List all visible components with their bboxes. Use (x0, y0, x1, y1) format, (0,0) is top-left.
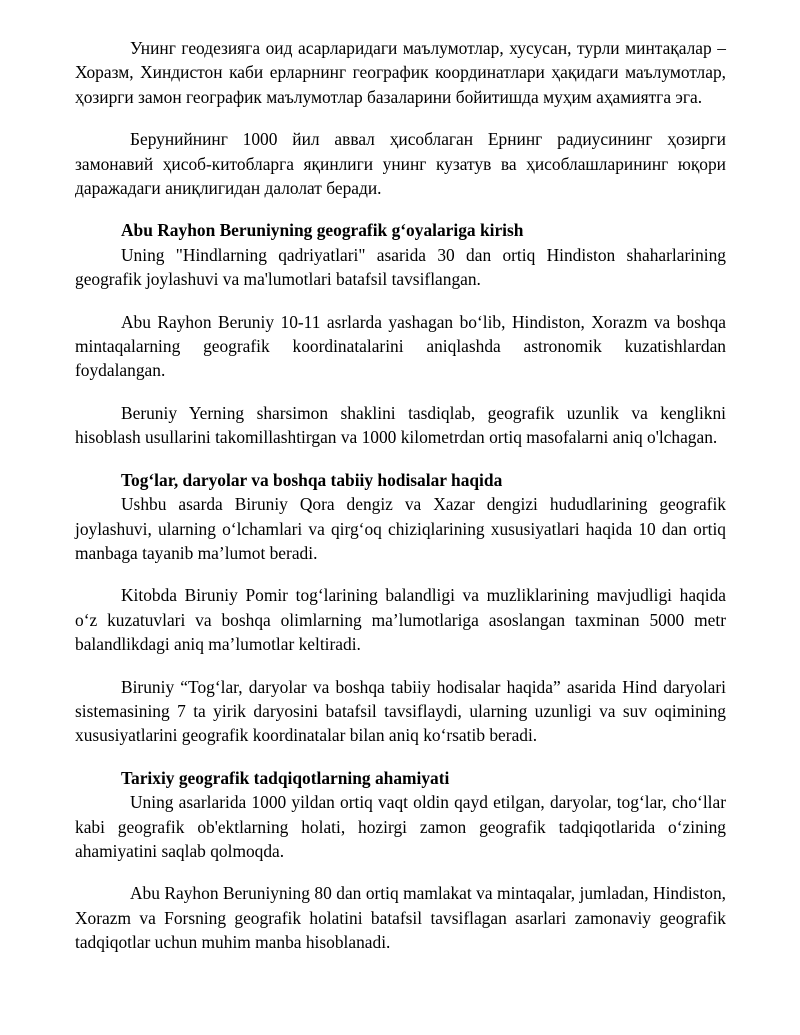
body-paragraph: Abu Rayhon Beruniy 10-11 asrlarda yashagan bo‘lib, Hindiston, Xorazm va boshqa mintaqalarning geografik koordinatalarini aniqlashda astronomik kuzatishlardan foydalangan. (75, 311, 726, 381)
body-paragraph: Biruniy “Tog‘lar, daryolar va boshqa tabiiy hodisalar haqida” asarida Hind daryolari sistemasining 7 ta yirik daryosini batafsil tavsiflaydi, ularning uzunligi va suv oqimining xususiyatlarini geografik koordinatalar bilan aniq ko‘rsatib beradi. (75, 676, 726, 746)
section-heading: Tarixiy geografik tadqiqotlarning ahamiyati (121, 767, 450, 788)
body-paragraph: Kitobda Biruniy Pomir tog‘larining balandligi va muzliklarining mavjudligi haqida o‘z kuzatuvlari va boshqa olimlarning ma’lumotlariga asoslangan taxminan 5000 metr balandlikdagi aniq ma’lumotlar keltiradi. (75, 585, 726, 655)
body-paragraph: Uning "Hindlarning qadriyatlari" asarida 30 dan ortiq Hindiston shaharlarining geografik joylashuvi va ma'lumotlari batafsil tavsiflangan. (75, 244, 726, 290)
body-paragraph: Uning asarlarida 1000 yildan ortiq vaqt oldin qayd etilgan, daryolar, tog‘lar, cho‘llar kabi geografik ob'ektlarning holati, hozirgi zamon geografik tadqiqotlarida o‘zining ahamiyatini saqlab qolmoqda. (75, 792, 726, 861)
body-paragraph: Берунийнинг 1000 йил аввал ҳисоблаган Ернинг радиусининг ҳозирги замонавий ҳисоб-китобларга яқинлиги унинг кузатув ва ҳисоблашларининг юқори даражадаги аниқлигидан далолат беради. (75, 129, 726, 199)
section-heading: Abu Rayhon Beruniyning geografik g‘oyalariga kirish (121, 220, 524, 241)
section-heading: Tog‘lar, daryolar va boshqa tabiiy hodisalar haqida (121, 469, 503, 490)
body-paragraph: Abu Rayhon Beruniyning 80 dan ortiq mamlakat va mintaqalar, jumladan, Hindiston, Xorazm va Forsning geografik holatini batafsil tavsiflagan asarlari zamonaviy geografik tadqiqotlar uchun muhim manba hisoblanadi. (75, 883, 726, 953)
body-paragraph: Beruniy Yerning sharsimon shaklini tasdiqlab, geografik uzunlik va kenglikni hisoblash usullarini takomillashtirgan va 1000 kilometrdan ortiq masofalarni aniq o'lchagan. (75, 402, 726, 448)
body-paragraph: Ushbu asarda Biruniy Qora dengiz va Xazar dengizi hududlarining geografik joylashuvi, ularning o‘lchamlari va qirg‘oq chiziqlarining xususiyatlari haqida 10 dan ortiq manbaga tayanib ma’lumot beradi. (75, 494, 726, 563)
body-paragraph: Унинг геодезияга оид асарларидаги маълумотлар, хусусан, турли минтақалар – Хоразм, Хиндистон каби ерларнинг географик координатлари ҳақидаги маълумотлар, ҳозирги замон географик маълумотлар базаларини бойитишда муҳим аҳамиятга эга. (75, 38, 726, 107)
document-page (75, 36, 726, 955)
